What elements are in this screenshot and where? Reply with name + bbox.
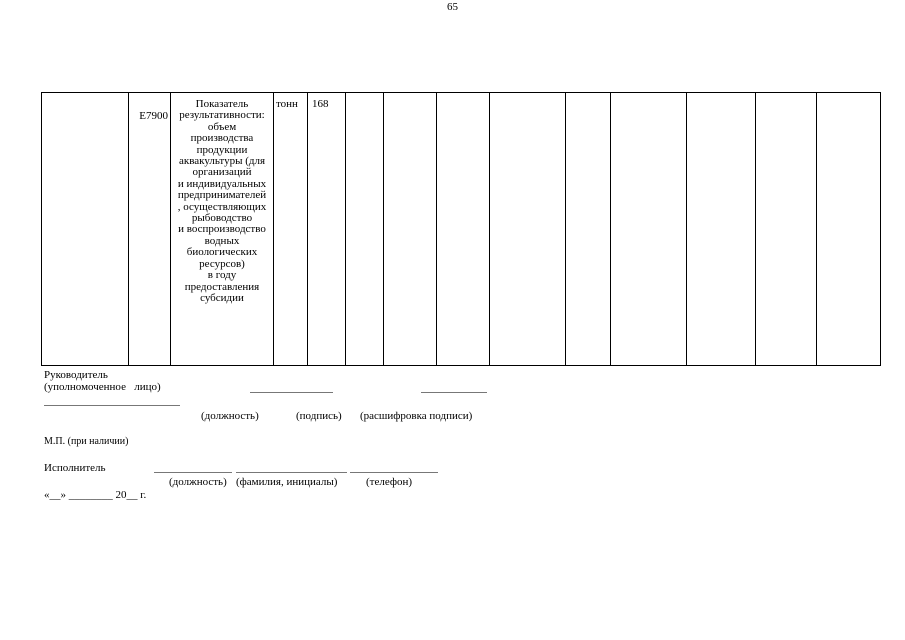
exec-phone-caption: (телефон) xyxy=(366,476,413,488)
indicator-value: 168 xyxy=(308,93,346,366)
indicator-name-line: аквакультуры (для xyxy=(178,155,266,168)
exec-position-line xyxy=(154,472,232,473)
indicator-name-line: биологических xyxy=(186,246,258,259)
table-cell-empty xyxy=(346,93,384,366)
table-cell-empty xyxy=(687,93,756,366)
exec-name-line xyxy=(236,472,347,473)
indicator-name-line: Показатель xyxy=(195,98,249,110)
position-line xyxy=(44,405,180,406)
indicator-code: Е7900 xyxy=(129,93,171,366)
indicator-name-line: в году xyxy=(207,269,237,282)
head-label: Руководитель xyxy=(44,369,108,381)
table-cell-empty xyxy=(611,93,687,366)
executor-label: Исполнитель xyxy=(44,462,106,474)
stamp-label: М.П. (при наличии) xyxy=(44,436,129,447)
table-cell-empty xyxy=(566,93,611,366)
indicator-name-line: ресурсов) xyxy=(199,257,245,270)
table-cell-empty xyxy=(817,93,881,366)
signature-caption: (подпись) xyxy=(296,410,342,422)
date-line: «__» ________ 20__ г. xyxy=(44,489,147,501)
table-cell-empty xyxy=(42,93,129,366)
signature-line xyxy=(250,392,333,393)
indicator-name-line: объем xyxy=(207,120,237,133)
table-row xyxy=(42,93,881,366)
indicator-name-line: производства xyxy=(190,132,254,145)
indicator-name-line: предоставления xyxy=(184,280,260,293)
table-cell-empty xyxy=(437,93,490,366)
decoding-caption: (расшифровка подписи) xyxy=(360,410,473,422)
table-cell-empty xyxy=(490,93,566,366)
exec-name-caption: (фамилия, инициалы) xyxy=(236,476,338,488)
indicator-name-line: и индивидуальных xyxy=(177,177,267,190)
indicator-name-line: субсидии xyxy=(200,291,244,304)
indicator-name-line: , осуществляющих xyxy=(177,200,267,213)
head-authorized-label: (уполномоченное лицо) xyxy=(44,381,161,393)
position-caption: (должность) xyxy=(201,410,259,422)
indicator-name xyxy=(171,93,274,366)
indicator-name-line: и воспроизводство xyxy=(178,223,266,236)
table-cell-empty xyxy=(384,93,437,366)
indicator-name-line: организаций xyxy=(192,166,252,179)
decoding-line xyxy=(421,392,487,393)
indicator-name-line: результативности: xyxy=(179,109,265,122)
table-cell-empty xyxy=(756,93,817,366)
unit-of-measure: тонн xyxy=(274,93,308,366)
exec-position-caption: (должность) xyxy=(169,476,227,488)
page-number: 65 xyxy=(447,1,458,13)
indicator-name-line: водных xyxy=(204,234,240,247)
indicator-table xyxy=(41,92,881,366)
indicator-name-line: продукции xyxy=(196,143,248,156)
indicator-name-line: рыбоводство xyxy=(191,212,253,225)
exec-phone-line xyxy=(350,472,438,473)
indicator-name-line: предпринимателей xyxy=(177,189,267,202)
